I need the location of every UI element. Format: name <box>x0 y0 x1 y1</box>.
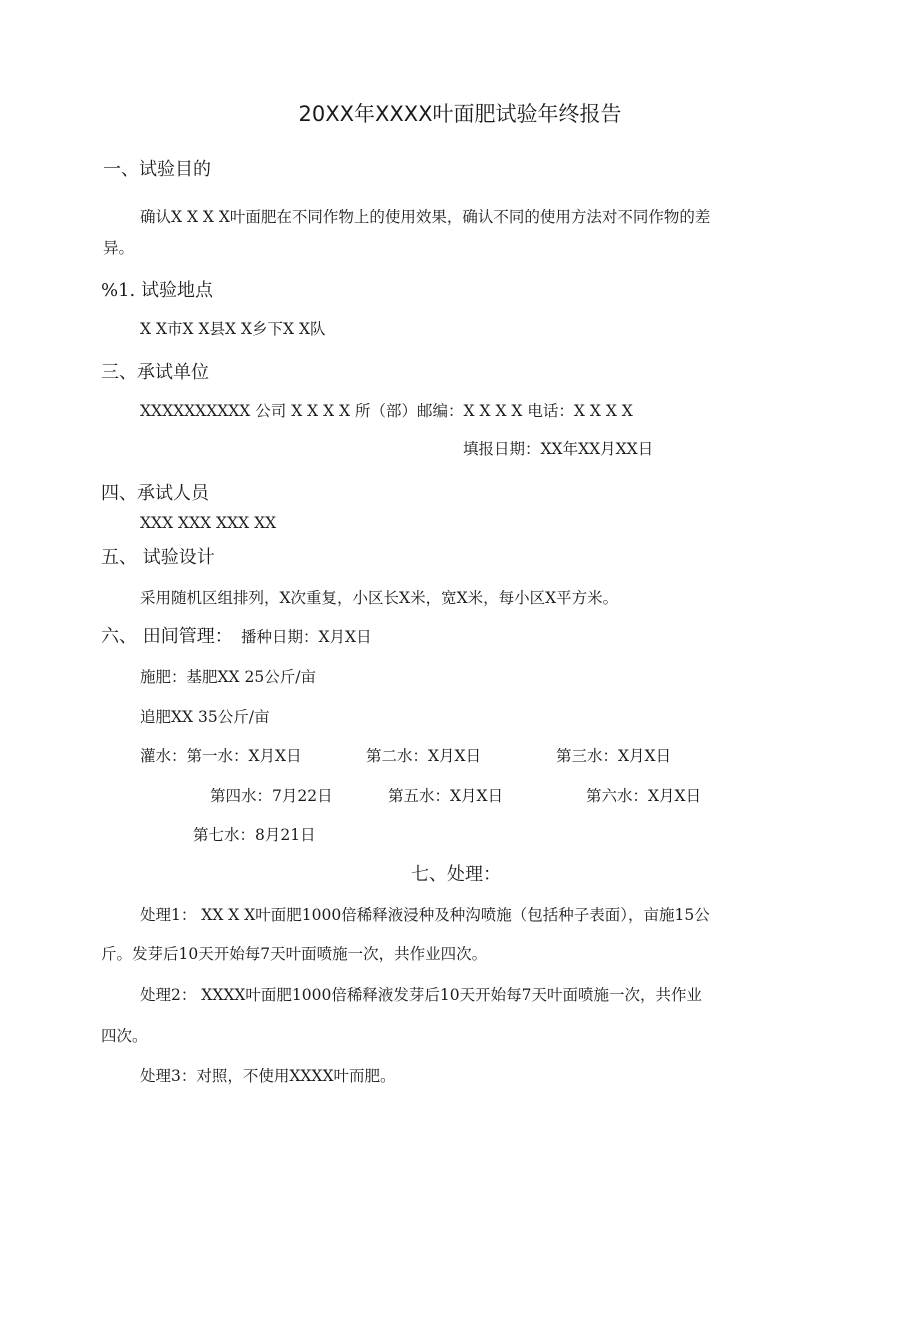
report-date: 填报日期：XX年XX月XX日 <box>463 440 654 458</box>
fertilizer-top: 追肥XX 35公斤/亩 <box>140 708 270 726</box>
irrigation-water-6: 第六水：X月X日 <box>586 787 702 805</box>
section-2-text: X X市X X县X X乡下X X队 <box>140 320 326 338</box>
treatment-1-line2: 斤。发芽后10天开始每7天叶面喷施一次，共作业四次。 <box>101 945 488 963</box>
section-6-heading: 六、 田间管理： <box>101 626 233 647</box>
treatment-2-line1: 处理2： XXXX叶面肥1000倍稀释液发芽后10天开始每7天叶面喷施一次，共作业 <box>140 986 702 1004</box>
irrigation-water-3: 第三水：X月X日 <box>556 747 672 765</box>
irrigation-water-2: 第二水：X月X日 <box>366 747 482 765</box>
section-4-heading: 四、承试人员 <box>101 483 209 504</box>
treatment-2-line2: 四次。 <box>101 1027 148 1045</box>
irrigation-water-5: 第五水：X月X日 <box>388 787 504 805</box>
section-3-heading: 三、承试单位 <box>101 362 209 383</box>
section-7-heading: 七、处理： <box>411 864 501 885</box>
section-1-heading: 一、试验目的 <box>103 159 211 180</box>
section-1-text-line1: 确认X X X X叶面肥在不同作物上的使用效果，确认不同的使用方法对不同作物的差 <box>140 208 711 226</box>
irrigation-water-4: 第四水：7月22日 <box>210 787 333 805</box>
irrigation-water-1: 灌水：第一水：X月X日 <box>140 747 302 765</box>
section-3-text: XXXXXXXXXX 公司 X X X X 所（部）邮编：X X X X 电话：X X X X <box>140 402 633 420</box>
treatment-3: 处理3：对照，不使用XXXX叶而肥。 <box>140 1067 396 1085</box>
section-4-text: XXX XXX XXX XX <box>140 514 277 532</box>
irrigation-water-7: 第七水：8月21日 <box>193 826 316 844</box>
section-2-heading: %1. 试验地点 <box>101 280 213 301</box>
treatment-1-line1: 处理1： XX X X叶面肥1000倍稀释液浸种及种沟喷施（包括种子表面），亩施15公 <box>140 906 710 924</box>
section-5-heading: 五、 试验设计 <box>101 547 215 568</box>
sowing-date: 播种日期：X月X日 <box>241 628 372 646</box>
section-5-text: 采用随机区组排列，X次重复，小区长X米，宽X米，每小区X平方米。 <box>140 589 619 607</box>
page-title: 20XX年XXXX叶面肥试验年终报告 <box>298 102 622 126</box>
fertilizer-base: 施肥：基肥XX 25公斤/亩 <box>140 668 316 686</box>
section-1-text-line2: 异。 <box>103 239 135 257</box>
